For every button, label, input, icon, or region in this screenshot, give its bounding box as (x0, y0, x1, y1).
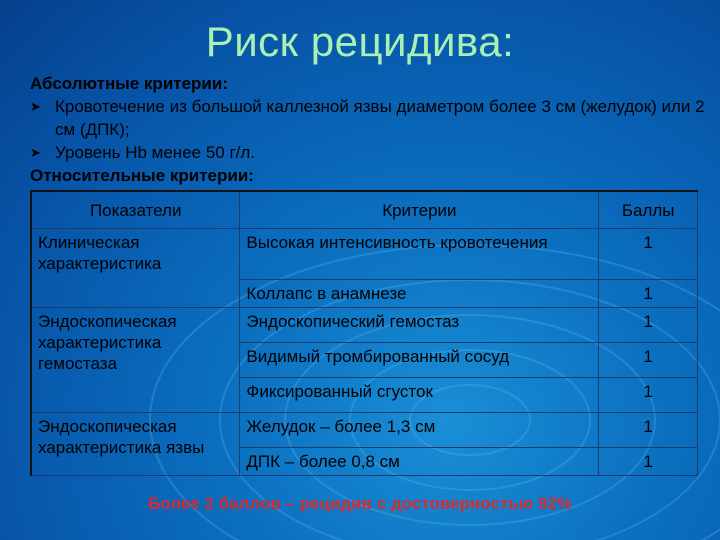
table-row (31, 229, 698, 280)
indicator-cell: Эндоскопическая характеристика гемостаза (31, 308, 240, 413)
points-cell: 1 (599, 413, 698, 448)
column-header-points: Баллы (599, 191, 698, 229)
indicator-cell: Клиническая характеристика (31, 229, 240, 308)
bullet-item (30, 141, 710, 164)
points-cell: 1 (599, 378, 698, 413)
slide-title: Риск рецидива: (205, 18, 515, 65)
criterion-cell: Видимый тромбированный сосуд (240, 343, 599, 378)
criteria-intro (30, 72, 710, 187)
bullet-text: Кровотечение из большой каллезной язвы диаметром более 3 см (желудок) или 2 см (ДПК); (55, 97, 705, 139)
table-header-row (31, 191, 698, 229)
criterion-cell: Желудок – более 1,3 см (240, 413, 599, 448)
footer-note: Более 2 баллов – рецидив с достоверностью 92% (148, 494, 572, 513)
criterion-cell: Коллапс в анамнезе (240, 280, 599, 308)
criterion-cell: ДПК – более 0,8 см (240, 448, 599, 476)
points-cell: 1 (599, 280, 698, 308)
points-cell: 1 (599, 343, 698, 378)
table-row (31, 413, 698, 448)
arrowhead-bullet-icon: ➤ (30, 99, 41, 114)
column-header-criteria: Критерии (240, 191, 599, 229)
column-header-indicators: Показатели (31, 191, 240, 229)
bullet-text: Уровень Hb менее 50 г/л. (55, 143, 256, 162)
criterion-cell: Эндоскопический гемостаз (240, 308, 599, 343)
criterion-cell: Высокая интенсивность кровотечения (240, 229, 599, 280)
points-cell: 1 (599, 308, 698, 343)
arrowhead-bullet-icon: ➤ (30, 145, 41, 160)
bullet-item (30, 95, 710, 141)
points-cell: 1 (599, 448, 698, 476)
indicator-cell: Эндоскопическая характеристика язвы (31, 413, 240, 476)
table-row (31, 308, 698, 343)
points-cell: 1 (599, 229, 698, 280)
absolute-criteria-header: Абсолютные критерии: (30, 74, 228, 93)
criteria-table (30, 190, 698, 476)
relative-criteria-header: Относительные критерии: (30, 166, 254, 185)
criterion-cell: Фиксированный сгусток (240, 378, 599, 413)
